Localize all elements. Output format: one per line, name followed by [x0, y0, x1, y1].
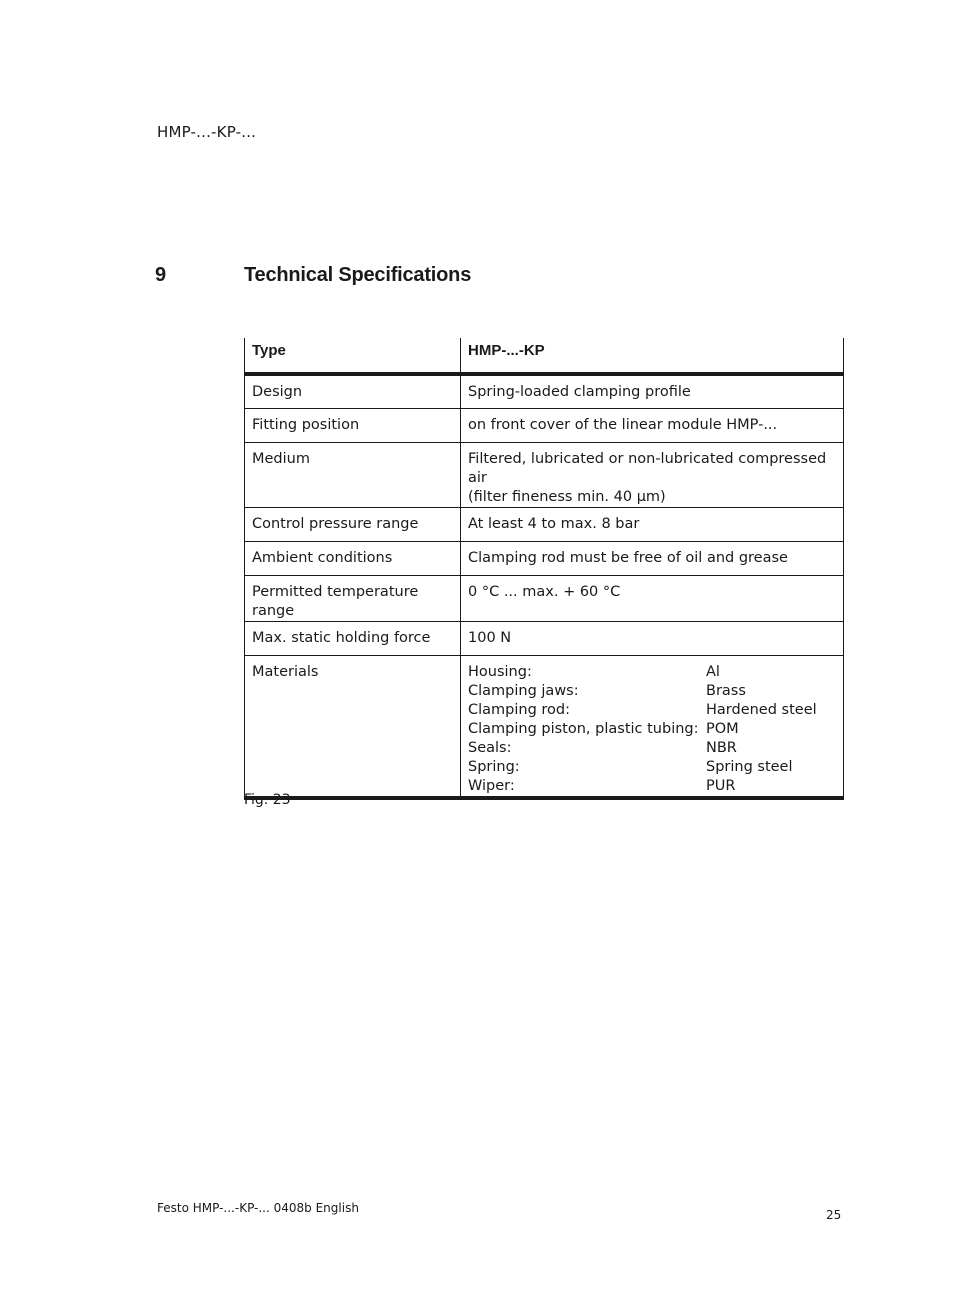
material-value: Spring steel — [706, 758, 793, 775]
material-part: Clamping piston, plastic tubing: — [468, 720, 699, 737]
section-number: 9 — [155, 264, 167, 286]
table-row — [245, 575, 844, 621]
row-label: Fitting position — [245, 408, 461, 442]
row-value: 100 N — [461, 621, 844, 655]
row-label: Permitted temperature range — [245, 575, 461, 621]
row-value-line: Filtered, lubricated or non-lubricated compressed air — [468, 450, 827, 486]
row-label: Medium — [245, 442, 461, 507]
material-part: Clamping rod: — [468, 701, 571, 718]
material-part: Seals: — [468, 739, 512, 756]
footer-document-id: Festo HMP-...-KP-... 0408b English — [157, 1201, 359, 1215]
row-value: Clamping rod must be free of oil and grease — [461, 541, 844, 575]
materials-list — [461, 655, 844, 798]
table-row — [245, 621, 844, 655]
row-value: 0 °C ... max. + 60 °C — [461, 575, 844, 621]
header-type-label: Type — [245, 338, 461, 374]
table-row — [245, 541, 844, 575]
running-header: HMP-...-KP-... — [157, 123, 257, 141]
material-part: Housing: — [468, 663, 532, 680]
material-value: Al — [706, 663, 720, 680]
row-value — [461, 442, 844, 507]
figure-caption: Fig. 23 — [244, 792, 291, 808]
table-row — [245, 442, 844, 507]
material-value: Brass — [706, 682, 746, 699]
material-value: POM — [706, 720, 739, 737]
technical-specifications-table — [244, 338, 844, 800]
material-value: Hardened steel — [706, 701, 817, 718]
table-row — [245, 408, 844, 442]
material-part: Clamping jaws: — [468, 682, 579, 699]
row-value: Spring-loaded clamping profile — [461, 374, 844, 408]
row-value-line: (filter fineness min. 40 µm) — [468, 488, 666, 505]
row-value: on front cover of the linear module HMP-... — [461, 408, 844, 442]
material-value: NBR — [706, 739, 737, 756]
material-value: PUR — [706, 777, 736, 794]
row-label: Ambient conditions — [245, 541, 461, 575]
row-label: Materials — [245, 655, 461, 798]
row-label: Control pressure range — [245, 507, 461, 541]
table-header-row — [245, 338, 844, 374]
row-label: Max. static holding force — [245, 621, 461, 655]
row-label: Design — [245, 374, 461, 408]
section-title: Technical Specifications — [244, 264, 472, 286]
table-row — [245, 507, 844, 541]
materials-row — [245, 655, 844, 798]
material-part: Wiper: — [468, 777, 515, 794]
table-row — [245, 374, 844, 408]
header-type-value: HMP-...-KP — [461, 338, 844, 374]
material-part: Spring: — [468, 758, 520, 775]
row-value: At least 4 to max. 8 bar — [461, 507, 844, 541]
page-number: 25 — [826, 1208, 842, 1222]
